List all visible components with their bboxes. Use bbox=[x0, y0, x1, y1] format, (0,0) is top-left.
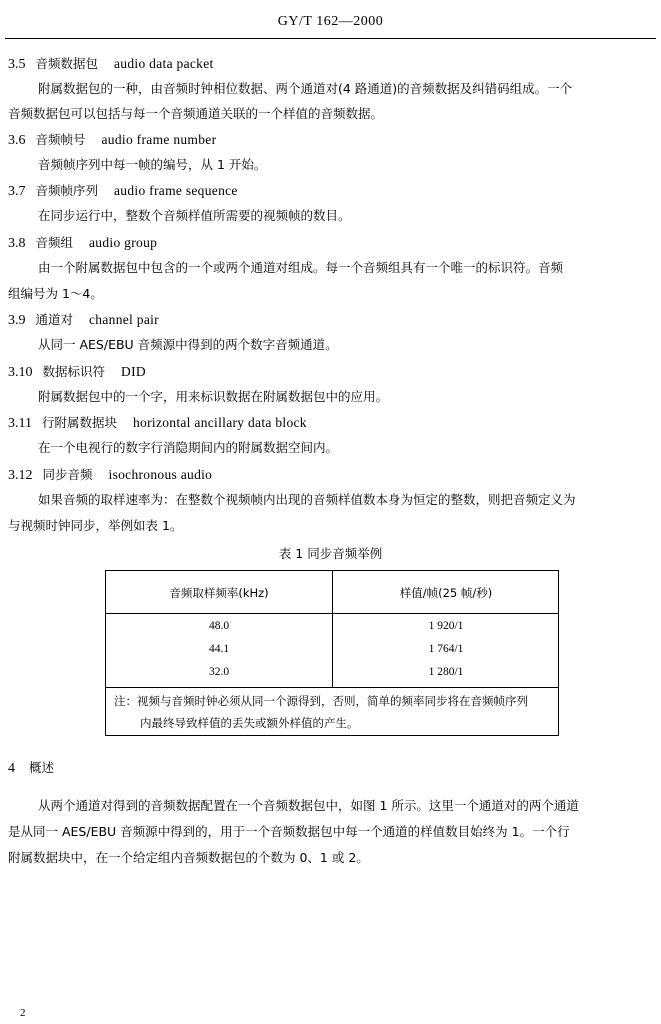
paragraph-line: 附属数据包的一种，由音频时钟相位数据、两个通道对(4 路通道)的音频数据及纠错码组成。一个 bbox=[38, 81, 573, 96]
paragraph-line: 如果音频的取样速率为：在整数个视频帧内出现的音频样值数本身为恒定的整数，则把音频定义为 bbox=[38, 492, 576, 507]
section-term: 音频组 bbox=[35, 235, 74, 250]
section-number: 3.10 bbox=[8, 365, 33, 380]
section-term-en: horizontal ancillary data block bbox=[133, 415, 307, 430]
section-number: 4 bbox=[8, 761, 15, 776]
section-4-heading bbox=[8, 760, 54, 777]
section-number: 3.7 bbox=[8, 184, 26, 199]
document-header: GY/T 162—2000 bbox=[277, 14, 384, 29]
paragraph-line: 音频数据包可以包括与每一个音频通道关联的一个样值的音频数据。 bbox=[8, 106, 384, 121]
paragraph-line: 组编号为 1～4。 bbox=[8, 286, 103, 301]
paragraph-line: 在一个电视行的数字行消隐期间内的附属数据空间内。 bbox=[38, 440, 339, 455]
paragraph-line: 与视频时钟同步，举例如表 1。 bbox=[8, 518, 183, 533]
sync-audio-table bbox=[105, 570, 559, 736]
table-cell: 1 920/1 bbox=[428, 620, 464, 632]
table-note-line: 内最终导致样值的丢失或额外样值的产生。 bbox=[140, 716, 359, 730]
section-number: 3.9 bbox=[8, 313, 26, 328]
section-term-en: DID bbox=[121, 364, 146, 379]
section-3-8-heading bbox=[8, 235, 157, 252]
section-term-en: audio frame sequence bbox=[114, 183, 238, 198]
section-3-11-heading bbox=[8, 415, 307, 432]
section-number: 3.8 bbox=[8, 236, 26, 251]
section-3-5-heading bbox=[8, 56, 214, 73]
section-term-en: audio data packet bbox=[114, 56, 214, 71]
paragraph-line: 由一个附属数据包中包含的一个或两个通道对组成。每一个音频组具有一个唯一的标识符。音频 bbox=[38, 260, 564, 275]
section-term: 同步音频 bbox=[42, 467, 93, 482]
section-3-7-heading bbox=[8, 183, 238, 200]
table-note-divider bbox=[106, 687, 558, 688]
section-3-10-heading bbox=[8, 364, 146, 381]
paragraph-line: 音频帧序列中每一帧的编号，从 1 开始。 bbox=[38, 157, 267, 172]
section-term-en: channel pair bbox=[89, 312, 159, 327]
table-cell: 1 280/1 bbox=[428, 666, 464, 678]
section-3-6-heading bbox=[8, 132, 216, 149]
table-cell: 48.0 bbox=[208, 620, 230, 632]
section-term: 音频数据包 bbox=[35, 56, 99, 71]
section-term: 音频帧序列 bbox=[35, 183, 99, 198]
section-term: 行附属数据块 bbox=[41, 415, 117, 430]
table-header-cell: 音频取样频率(kHz) bbox=[169, 586, 269, 600]
paragraph-line: 是从同一 AES/EBU 音频源中得到的，用于一个音频数据包中每一个通道的样值数目始终为 1。一个行 bbox=[8, 824, 570, 839]
paragraph-line: 在同步运行中，整数个音频样值所需要的视频帧的数目。 bbox=[38, 208, 351, 223]
section-number: 3.11 bbox=[8, 416, 32, 431]
section-term-en: audio group bbox=[89, 235, 158, 250]
section-3-12-heading bbox=[8, 467, 212, 484]
table-cell: 1 764/1 bbox=[428, 643, 464, 655]
paragraph-line: 附属数据块中，在一个给定组内音频数据包的个数为 0、1 或 2。 bbox=[8, 850, 369, 865]
section-title: 概述 bbox=[29, 760, 55, 775]
section-number: 3.5 bbox=[8, 57, 26, 72]
paragraph-line: 从两个通道对得到的音频数据配置在一个音频数据包中，如图 1 所示。这里一个通道对的两个通道 bbox=[38, 798, 579, 813]
section-term: 通道对 bbox=[35, 312, 74, 327]
page-number: 2 bbox=[20, 1007, 26, 1019]
section-number: 3.12 bbox=[8, 468, 33, 483]
table-note-line: 注：视频与音频时钟必须从同一个源得到，否则，简单的频率同步将在音频帧序列 bbox=[114, 694, 528, 708]
section-term: 音频帧号 bbox=[35, 132, 86, 147]
section-term: 数据标识符 bbox=[42, 364, 106, 379]
paragraph-line: 从同一 AES/EBU 音频源中得到的两个数字音频通道。 bbox=[38, 337, 338, 352]
section-number: 3.6 bbox=[8, 133, 26, 148]
section-term-en: isochronous audio bbox=[108, 467, 213, 482]
section-3-9-heading bbox=[8, 312, 159, 329]
table-cell: 32.0 bbox=[208, 666, 230, 678]
header-rule bbox=[5, 38, 656, 39]
paragraph-line: 附属数据包中的一个字，用来标识数据在附属数据包中的应用。 bbox=[38, 389, 389, 404]
table-header-cell: 样值/帧(25 帧/秒) bbox=[399, 586, 493, 600]
section-term-en: audio frame number bbox=[101, 132, 217, 147]
table-caption: 表 1 同步音频举例 bbox=[278, 546, 383, 561]
table-header-divider bbox=[106, 613, 558, 614]
table-cell: 44.1 bbox=[208, 643, 230, 655]
